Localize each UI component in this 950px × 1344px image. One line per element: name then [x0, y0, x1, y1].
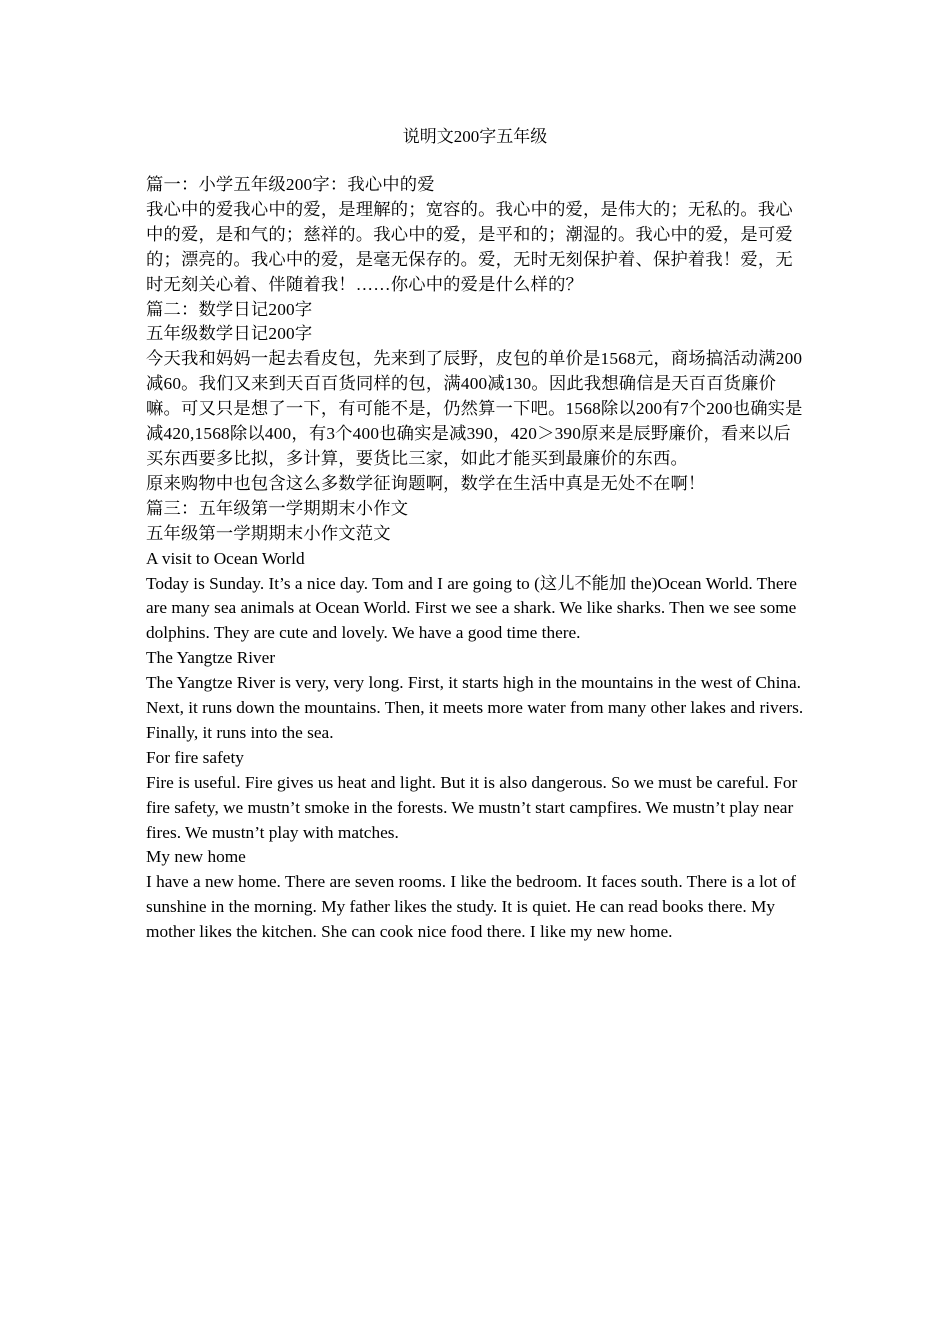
- paragraph: 我心中的爱我心中的爱，是理解的；宽容的。我心中的爱，是伟大的；无私的。我心中的爱，是和气的；慈祥的。我心中的爱，是平和的；潮湿的。我心中的爱，是可爱的；漂亮的。我心中的爱，是毫无保存的。爱，无时无刻保护着、保护着我！爱，无时无刻关心着、伴随着我！……你心中的爱是什么样的？: [146, 199, 793, 294]
- paragraph: 今天我和妈妈一起去看皮包，先来到了辰野，皮包的单价是1568元，商场搞活动满200减60。我们又来到天百百货同样的包，满400减130。因此我想确信是天百百货廉价嘛。可又只是想了一下，有可能不是，仍然算一下吧。1568除以200有7个200也确实是减420,1568除以400，有3个400也确实是减390，420＞390原来是辰野廉价，看来以后买东西要多比拟，多计算，要货比三家，如此才能买到最廉价的东西。: [146, 349, 803, 468]
- section-heading: 篇一：小学五年级200字：我心中的爱: [146, 175, 435, 194]
- paragraph: Fire is useful. Fire gives us heat and light. But it is also dangerous. So we must be careful. For fire safety, we mustn’t smoke in the forests. We mustn’t start campfires. We mustn’t play near fires. We mustn’t play with matches.: [146, 772, 798, 842]
- subheading: 五年级数学日记200字: [146, 324, 313, 344]
- essay-title: The Yangtze River: [146, 648, 276, 668]
- section-heading: 篇二：数学日记200字: [146, 299, 313, 319]
- document-body: [146, 173, 806, 945]
- subheading: 五年级第一学期期末小作文范文: [146, 523, 391, 543]
- paragraph: 原来购物中也包含这么多数学征询题啊，数学在生活中真是无处不在啊！: [146, 473, 706, 493]
- paragraph: The Yangtze River is very, very long. First, it starts high in the mountains in the west of China. Next, it runs down the mountains. Then, it meets more water from many other lakes and rivers. Finally, it runs into the sea.: [146, 673, 804, 742]
- paragraph: Today is Sunday. It’s a nice day. Tom and I are going to (这儿不能加 the)Ocean World. There are many sea animals at Ocean World. First we see a shark. We like sharks. Then we see some dolphins. They are cute and lovely. We have a good time there.: [146, 573, 797, 643]
- paragraph: I have a new home. There are seven rooms. I like the bedroom. It faces south. There is a lot of sunshine in the morning. My father likes the study. It is quiet. He can read books there. My mother likes the kitchen. She can cook nice food there. I like my new home.: [146, 872, 797, 942]
- document-title: 说明文200字五年级: [402, 127, 548, 146]
- essay-title: A visit to Ocean World: [146, 548, 305, 568]
- section-heading: 篇三：五年级第一学期期末小作文: [146, 498, 409, 518]
- essay-title: For fire safety: [146, 747, 244, 767]
- essay-title: My new home: [146, 847, 246, 867]
